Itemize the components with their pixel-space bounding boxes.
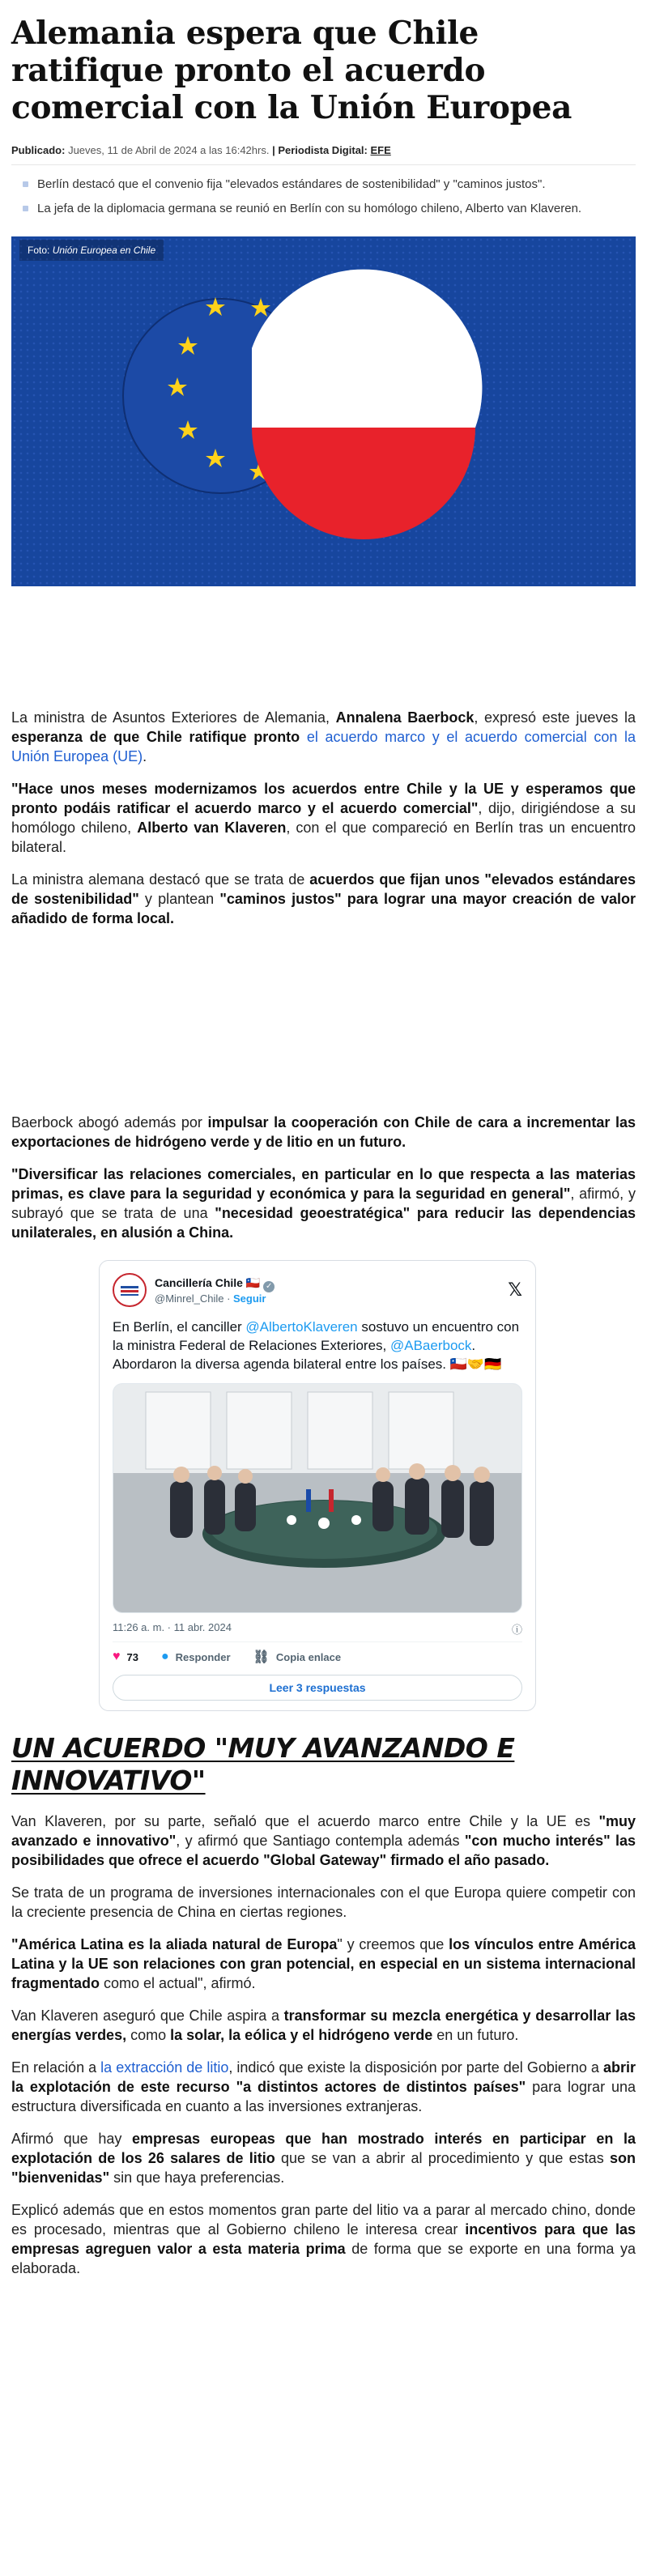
article — [0, 15, 647, 2278]
tweet-photo[interactable] — [113, 1383, 522, 1613]
text: Van Klaveren, por su parte, señaló que el acuerdo marco entre Chile y la UE es — [11, 1813, 599, 1829]
byline-separator: | — [272, 144, 275, 156]
text: " y creemos que — [337, 1936, 449, 1952]
text: "caminos justos" para lograr una mayor creación de valor añadido de forma local. — [11, 891, 636, 926]
text: En Berlín, el canciller — [113, 1319, 246, 1335]
tweet-actions — [113, 1642, 522, 1671]
text: "muy avanzado e innovativo" — [11, 1813, 636, 1849]
ad-spacer — [11, 941, 636, 1113]
text: , y afirmó que Santiago contempla además — [176, 1833, 465, 1849]
text: , expresó este jueves la — [474, 709, 636, 726]
photo-credit-source: Unión Europea en Chile — [52, 245, 156, 256]
ad-spacer — [11, 586, 636, 708]
hero-image — [11, 236, 636, 586]
text: los vínculos entre América Latina y la UE son relaciones con gran potencial, en especial en un sistema internacional fragmentado — [11, 1936, 636, 1991]
text: y plantean — [138, 891, 220, 907]
avatar[interactable] — [113, 1273, 147, 1307]
paragraph — [11, 2006, 636, 2045]
paragraph — [11, 2058, 636, 2116]
text: impulsar la cooperación con Chile de cara a incrementar las exportaciones de hidrógeno verde y de litio en un futuro. — [11, 1114, 636, 1150]
paragraph — [11, 870, 636, 928]
text: Alberto van Klaveren — [137, 820, 287, 836]
eu-chile-flags-illustration — [11, 236, 636, 586]
text: la solar, la eólica y el hidrógeno verde — [170, 2027, 433, 2043]
reply-label: Responder — [175, 1650, 231, 1663]
text: Annalena Baerbock — [335, 709, 475, 726]
info-icon[interactable]: ⓘ — [511, 1624, 522, 1636]
mention-link[interactable]: @ABaerbock — [389, 1338, 472, 1353]
verified-icon: ✓ — [263, 1281, 275, 1292]
tweet-author — [155, 1276, 508, 1305]
author-label: Periodista Digital: — [278, 144, 368, 156]
author-link[interactable]: EFE — [370, 144, 391, 156]
text: , indicó que existe la disposición por parte del Gobierno a — [228, 2059, 603, 2076]
photo-credit — [19, 240, 164, 261]
link-acuerdo-ue[interactable]: el acuerdo marco y el acuerdo comercial con la Unión Europea (UE) — [11, 729, 636, 764]
meeting-photo — [113, 1384, 522, 1613]
text: como el actual", afirmó. — [100, 1975, 256, 1991]
photo-credit-label: Foto: — [28, 245, 50, 256]
tweet-timestamp[interactable]: 11:26 a. m. · 11 abr. 2024 — [113, 1621, 232, 1633]
text: Baerbock abogó además por — [11, 1114, 208, 1130]
read-replies-button[interactable]: Leer 3 respuestas — [113, 1675, 522, 1701]
text: son "bienvenidas" — [11, 2150, 636, 2186]
text: . — [143, 748, 147, 764]
text: En relación a — [11, 2059, 101, 2076]
heart-icon: ♥ — [113, 1650, 121, 1663]
paragraph — [11, 1935, 636, 1993]
text: , con el que compareció en Berlín tras un encuentro bilateral. — [11, 820, 636, 855]
text: abrir la explotación de este recurso "a distintos actores de distintos países" — [11, 2059, 636, 2095]
tweet-meta — [113, 1621, 522, 1637]
text: que se van a abrir al procedimiento y que estas — [275, 2150, 610, 2166]
paragraph — [11, 1165, 636, 1242]
dot-separator: · — [223, 1292, 234, 1305]
paragraph — [11, 1812, 636, 1870]
link-extraccion-litio[interactable]: la extracción de litio — [100, 2059, 229, 2076]
mention-link[interactable]: @AlbertoKlaveren — [245, 1319, 358, 1335]
text: Afirmó que hay — [11, 2131, 132, 2147]
tweet-text — [113, 1318, 522, 1373]
account-name[interactable] — [155, 1276, 508, 1292]
text — [300, 729, 307, 745]
paragraph — [11, 1113, 636, 1152]
ministry-logo-icon — [117, 1278, 142, 1302]
text: de forma que se exporte en una forma ya elaborada. — [11, 2241, 636, 2276]
text: para lograr una estructura diversificada en cuanto a las inversiones extranjeras. — [11, 2079, 636, 2114]
reply-button[interactable] — [161, 1650, 231, 1664]
text: "con mucho interés" las posibilidades que ofrece el acuerdo "Global Gateway" firmado el año pasado. — [11, 1833, 636, 1868]
tweet-header — [113, 1272, 522, 1308]
published-label: Publicado: — [11, 144, 66, 156]
account-name-text: Cancillería Chile — [155, 1275, 243, 1289]
text: , afirmó, y subrayó que se trata de una — [11, 1186, 636, 1221]
follow-button[interactable]: Seguir — [233, 1292, 266, 1305]
text: La ministra de Asuntos Exteriores de Alemania, — [11, 709, 336, 726]
like-count: 73 — [126, 1650, 138, 1663]
link-icon: ⛓ — [253, 1650, 270, 1664]
x-logo-icon[interactable]: 𝕏 — [508, 1279, 522, 1300]
text: "necesidad geoestratégica" para reducir las dependencias unilaterales, en alusión a China. — [11, 1205, 636, 1241]
text: transformar su mezcla energética y desarrollar las energías verdes, — [11, 2008, 636, 2043]
summary-item: La jefa de la diplomacia germana se reunió en Berlín con su homólogo chileno, Alberto van Klaveren. — [23, 201, 636, 217]
published-date: Jueves, 11 de Abril de 2024 a las 16:42hrs. — [68, 144, 270, 156]
text: . Abordaron la diversa agenda bilateral entre los países. 🇨🇱🤝🇩🇪 — [113, 1338, 502, 1372]
reply-icon: ● — [160, 1650, 169, 1663]
copy-link-label: Copia enlace — [275, 1650, 342, 1663]
handle[interactable]: @Minrel_Chile — [155, 1292, 224, 1305]
chile-flag-icon: 🇨🇱 — [245, 1275, 261, 1289]
text: Van Klaveren aseguró que Chile aspira a — [11, 2008, 284, 2024]
text: empresas europeas que han mostrado interés en participar en la explotación de los 26 salares de litio — [11, 2131, 636, 2166]
copy-link-button[interactable] — [253, 1649, 342, 1665]
account-handle — [155, 1292, 508, 1305]
paragraph — [11, 2200, 636, 2278]
text: "Hace unos meses modernizamos los acuerdos entre Chile y la UE y esperamos que pronto podáis ratificar el acuerdo marco y el acuerdo comercial" — [11, 781, 636, 816]
paragraph: Se trata de un programa de inversiones internacionales con el que Europa quiere competir con la creciente presencia de China en ciertas regiones. — [11, 1884, 636, 1920]
embedded-tweet — [99, 1260, 536, 1711]
text: sostuvo un encuentro con la ministra Federal de Relaciones Exteriores, — [113, 1319, 520, 1353]
paragraph — [11, 708, 636, 766]
paragraph — [11, 2129, 636, 2187]
text: esperanza de que Chile ratifique pronto — [11, 729, 300, 745]
text: como — [126, 2027, 171, 2043]
summary-list — [11, 177, 636, 217]
text: incentivos para que las empresas agreguen valor a esta materia prima — [11, 2221, 636, 2257]
text: acuerdos que fijan unos "elevados estándares de sostenibilidad" — [11, 871, 636, 907]
text: "América Latina es la aliada natural de Europa — [11, 1936, 338, 1952]
byline — [11, 144, 636, 156]
text: Explicó además que en estos momentos gran parte del litio va a parar al mercado chino, donde es procesado, mientras que al Gobierno chileno le interesa crear — [11, 2202, 636, 2238]
summary-item: Berlín destacó que el convenio fija "elevados estándares de sostenibilidad" y "caminos justos". — [23, 177, 636, 193]
like-button[interactable] — [113, 1650, 138, 1664]
article-title: Alemania espera que Chile ratifique pronto el acuerdo comercial con la Unión Europea — [11, 15, 573, 126]
section-heading: UN ACUERDO "MUY AVANZANDO E INNOVATIVO" — [11, 1732, 515, 1796]
text: La ministra alemana destacó que se trata de — [11, 871, 310, 888]
divider — [11, 164, 636, 165]
text: en un futuro. — [432, 2027, 519, 2043]
paragraph — [11, 779, 636, 857]
text: sin que haya preferencias. — [109, 2169, 285, 2186]
text: "Diversificar las relaciones comerciales, en particular en lo que respecta a las materias primas, es clave para la seguridad y económica y para la seguridad en general" — [11, 1166, 636, 1202]
text: , dijo, dirigiéndose a su homólogo chileno, — [11, 800, 636, 836]
